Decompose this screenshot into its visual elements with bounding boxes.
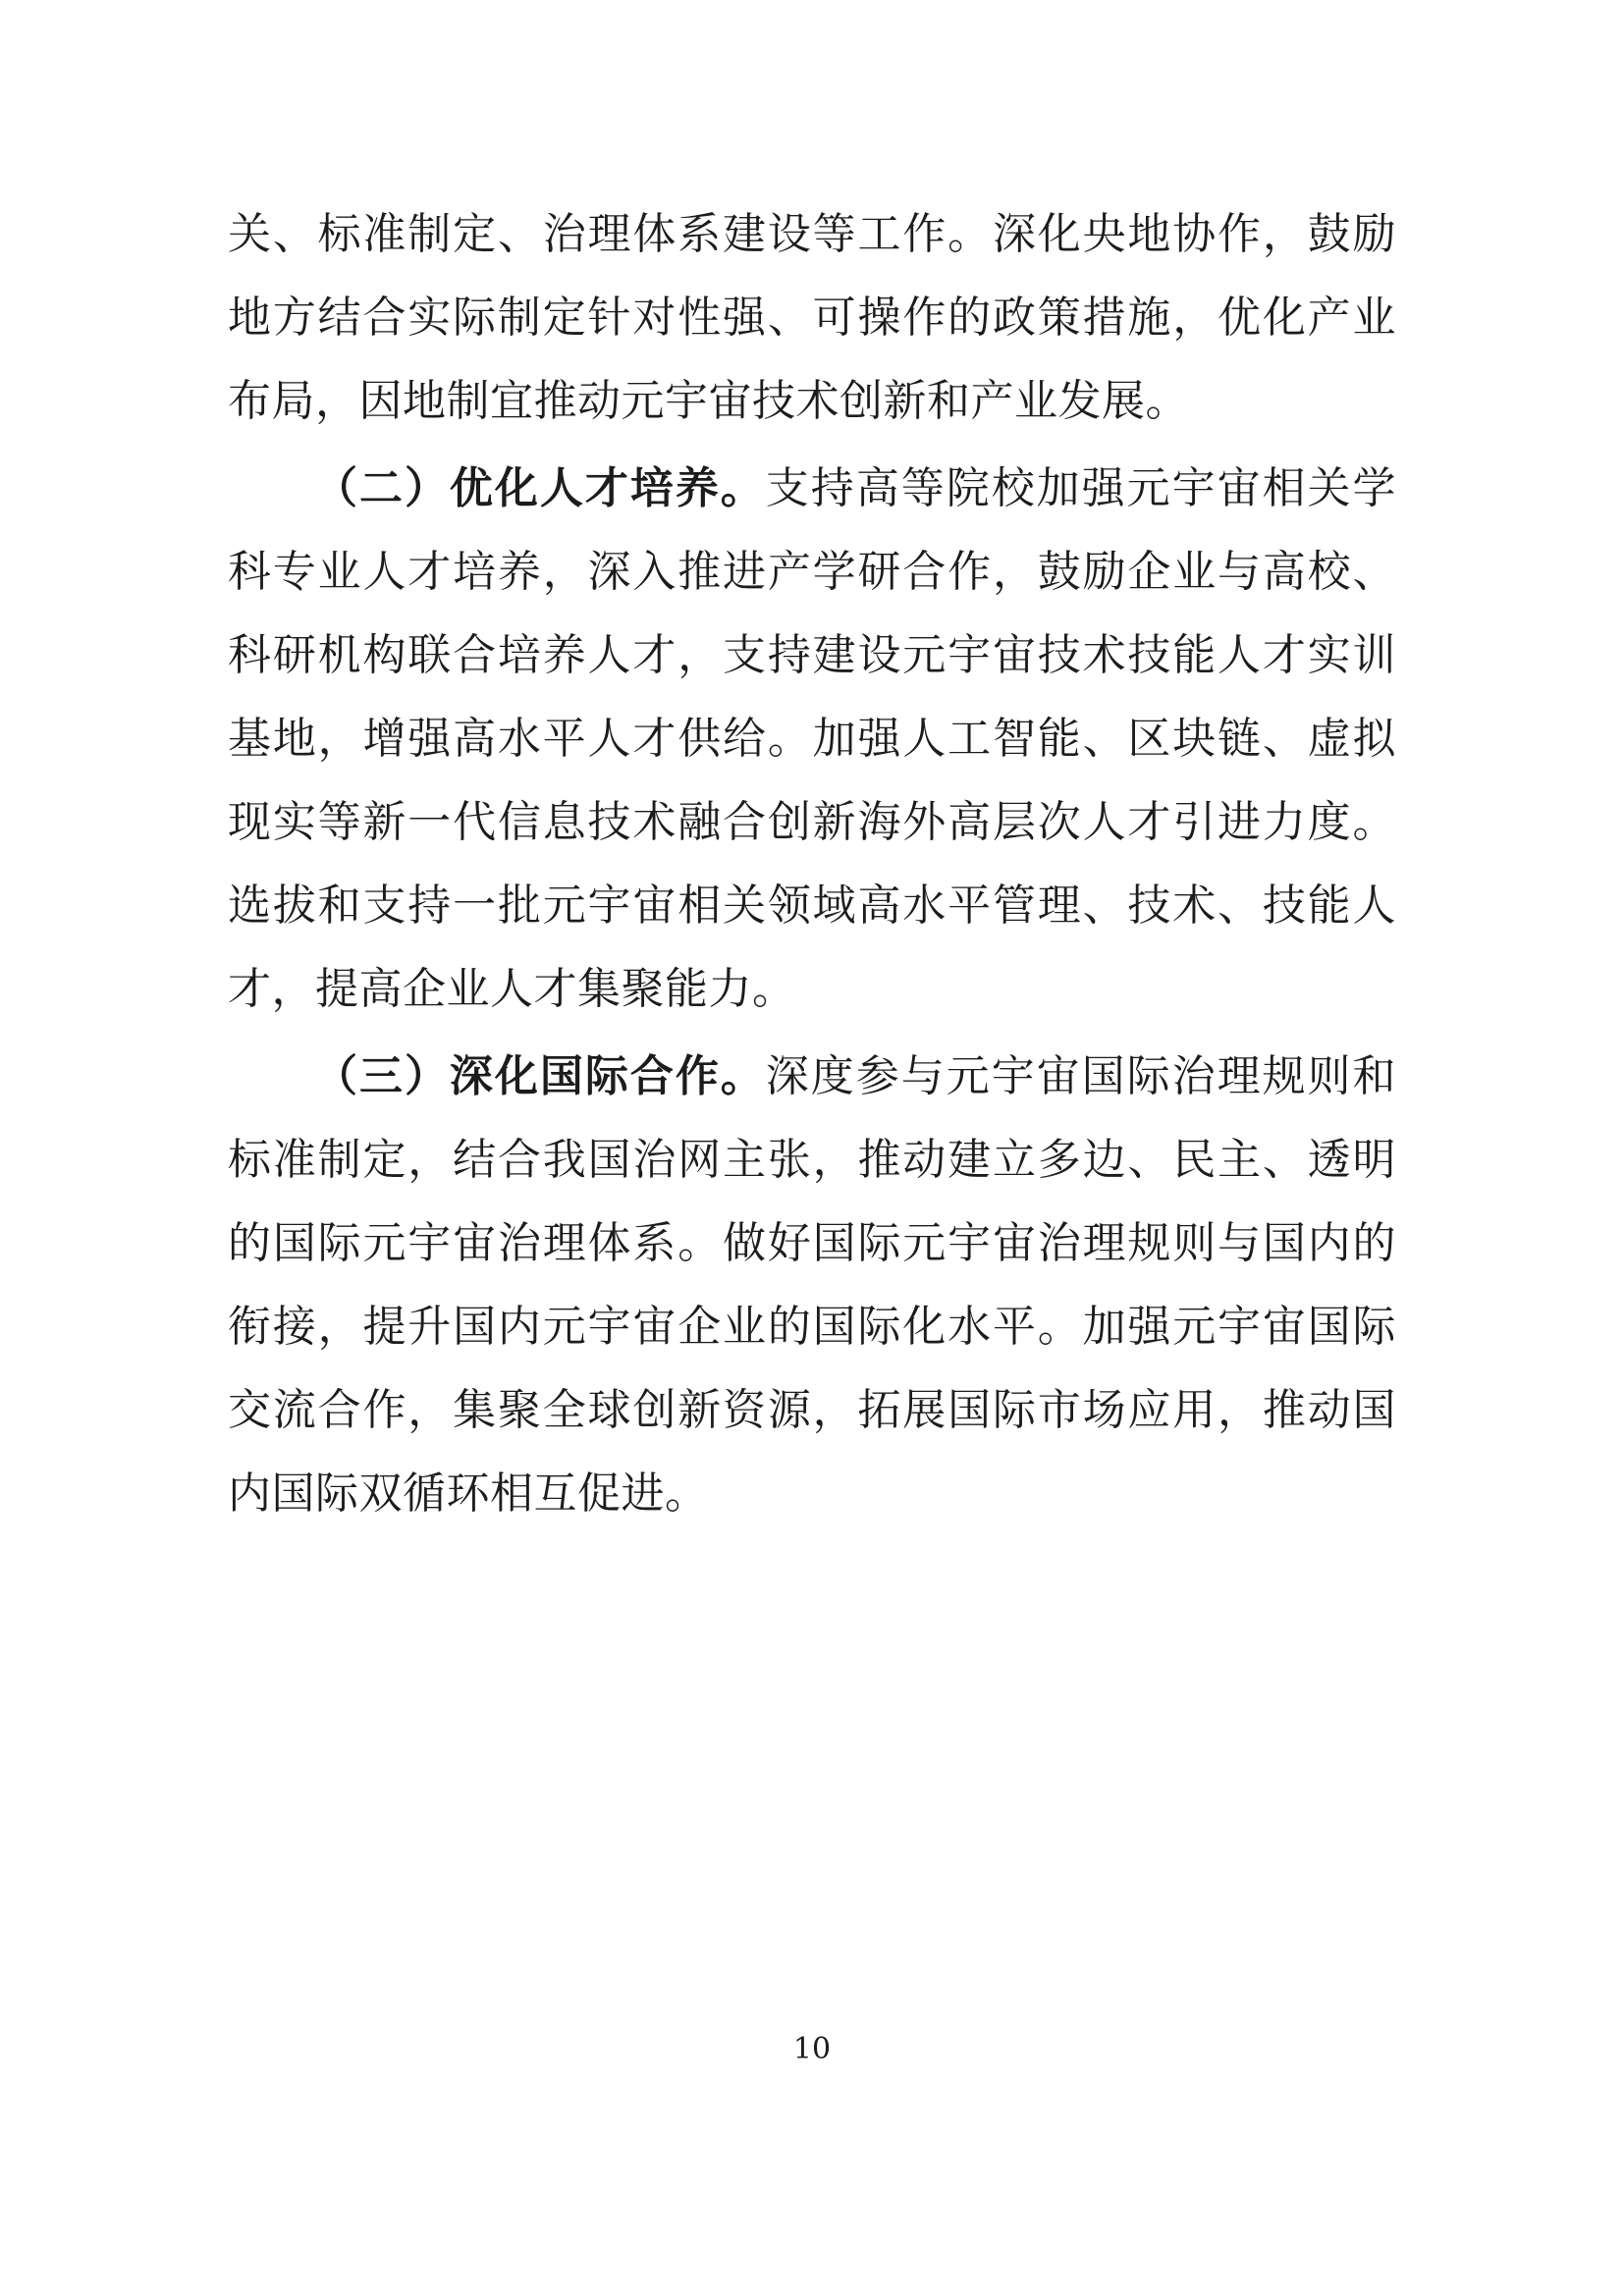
paragraph-section-three: [228, 1035, 1396, 1535]
section-heading-two: （二）优化人才培养。: [314, 463, 766, 513]
section-heading-three: （三）深化国际合作。: [314, 1051, 766, 1101]
paragraph-text: 支持高等院校加强元宇宙相关学科专业人才培养，深入推进产学研合作，鼓励企业与高校、科研机构联合培养人才，支持建设元宇宙技术技能人才实训基地，增强高水平人才供给。加强人工智能、区块链、虚拟现实等新一代信息技术融合创新海外高层次人才引进力度。选拔和支持一批元宇宙相关领域高水平管理、技术、技能人才，提高企业人才集聚能力。: [228, 463, 1397, 1014]
paragraph-section-two: [228, 447, 1396, 1031]
page-number: 10: [792, 2032, 832, 2066]
paragraph-continuation: [228, 192, 1396, 443]
paragraph-text: 深度参与元宇宙国际治理规则和标准制定，结合我国治网主张，推动建立多边、民主、透明的国际元宇宙治理体系。做好国际元宇宙治理规则与国内的衔接，提升国内元宇宙企业的国际化水平。加强元宇宙国际交流合作，集聚全球创新资源，拓展国际市场应用，推动国内国际双循环相互促进。: [228, 1051, 1397, 1519]
paragraph-text: 关、标准制定、治理体系建设等工作。深化央地协作，鼓励地方结合实际制定针对性强、可操作的政策措施，优化产业布局，因地制宜推动元宇宙技术创新和产业发展。: [228, 209, 1396, 426]
document-body: [228, 192, 1396, 1539]
